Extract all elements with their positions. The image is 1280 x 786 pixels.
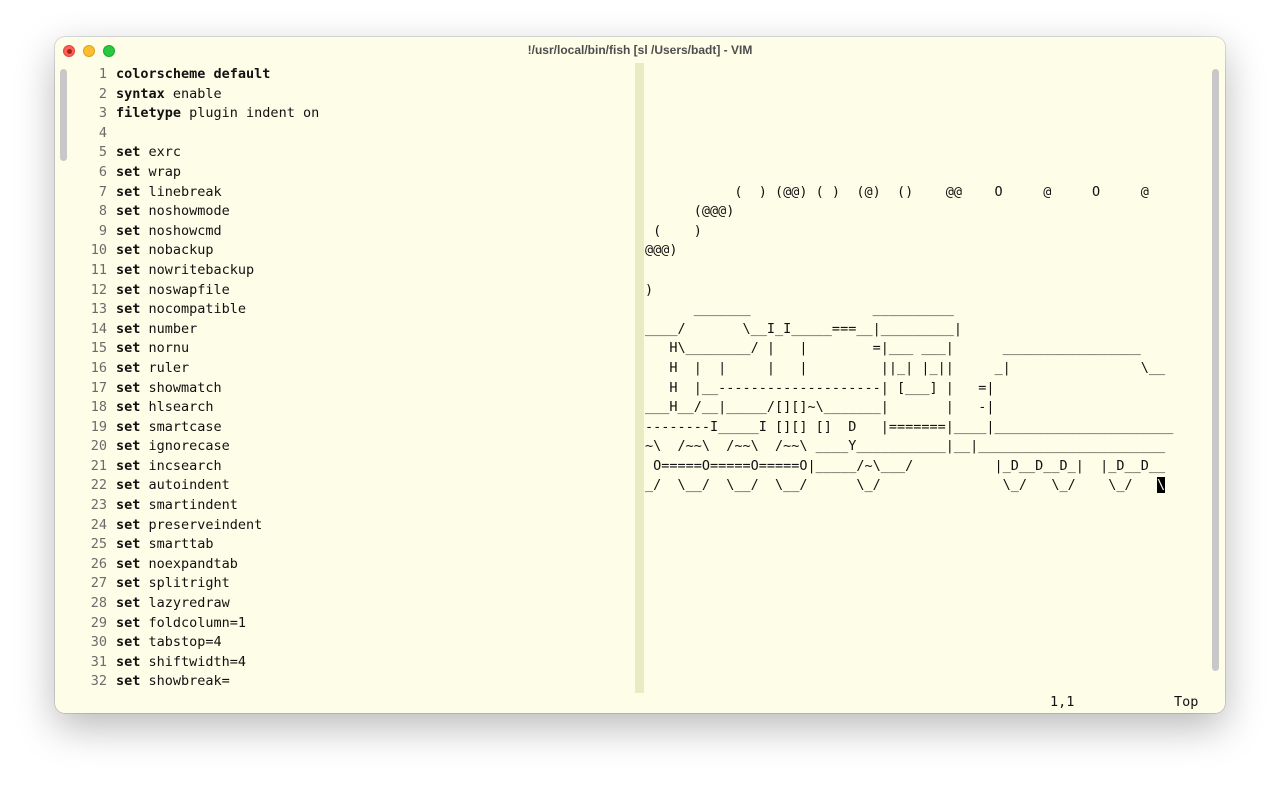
line-text: shiftwidth=4 xyxy=(140,653,247,670)
keyword: set xyxy=(116,359,141,376)
terminal-line xyxy=(645,379,1209,399)
editor-line xyxy=(83,398,635,418)
line-number: 6 xyxy=(98,163,107,180)
terminal-line xyxy=(645,241,1209,261)
line-text: nobackup xyxy=(140,242,214,259)
terminal-line xyxy=(645,202,1209,222)
editor-line xyxy=(83,202,635,222)
keyword: set xyxy=(116,477,141,494)
line-number: 17 xyxy=(90,379,107,396)
line-number: 23 xyxy=(90,497,107,514)
editor-line xyxy=(83,163,635,183)
keyword: set xyxy=(116,163,141,180)
line-text: noswapfile xyxy=(140,281,230,298)
keyword: set xyxy=(116,203,141,220)
line-text: smarttab xyxy=(140,536,214,553)
line-text: smartcase xyxy=(140,418,222,435)
line-number: 28 xyxy=(90,595,107,612)
left-editor-pane[interactable] xyxy=(83,65,635,695)
terminal-line xyxy=(645,65,1209,85)
editor-line xyxy=(83,653,635,673)
keyword: set xyxy=(116,516,141,533)
keyword: set xyxy=(116,555,141,572)
line-text: nowritebackup xyxy=(140,261,255,278)
line-text: noshowmode xyxy=(140,203,230,220)
keyword: colorscheme default xyxy=(116,66,271,82)
editor-line xyxy=(83,672,635,692)
ruler-scroll-indicator: Top xyxy=(1174,694,1199,710)
keyword: set xyxy=(116,144,141,161)
keyword: set xyxy=(116,399,141,416)
line-number: 31 xyxy=(90,653,107,670)
line-number: 25 xyxy=(90,536,107,553)
terminal-text: O=====O=====O=====O|_____/~\___/ |_D__D__D_| |_D__D__ xyxy=(645,457,1166,474)
terminal-line xyxy=(645,457,1209,477)
vim-window xyxy=(55,37,1225,713)
line-number: 11 xyxy=(90,261,107,278)
terminal-text: ) xyxy=(645,281,654,298)
editor-line xyxy=(83,594,635,614)
editor-line xyxy=(83,516,635,536)
terminal-line xyxy=(645,476,1209,496)
right-terminal-pane[interactable] xyxy=(645,65,1209,695)
editor-line xyxy=(83,555,635,575)
line-number: 27 xyxy=(90,575,107,592)
editor-line xyxy=(83,320,635,340)
editor-line xyxy=(83,476,635,496)
line-text: linebreak xyxy=(140,183,222,200)
terminal-line xyxy=(645,183,1209,203)
right-scrollbar[interactable] xyxy=(1212,69,1219,671)
editor-line xyxy=(83,300,635,320)
editor-line xyxy=(83,496,635,516)
keyword: set xyxy=(116,379,141,396)
line-number: 30 xyxy=(90,634,107,651)
vertical-split-separator[interactable] xyxy=(635,63,644,693)
line-number: 18 xyxy=(90,399,107,416)
line-number: 32 xyxy=(90,673,107,690)
keyword: set xyxy=(116,536,141,553)
window-title: !/usr/local/bin/fish [sl /Users/badt] - VIM xyxy=(527,43,753,57)
keyword: set xyxy=(116,634,141,651)
line-number: 19 xyxy=(90,418,107,435)
line-text: hlsearch xyxy=(140,399,214,416)
left-scrollbar[interactable] xyxy=(60,69,67,161)
editor-line xyxy=(83,104,635,124)
terminal-line xyxy=(645,85,1209,105)
keyword: filetype xyxy=(116,105,182,122)
keyword: set xyxy=(116,340,141,357)
line-number: 13 xyxy=(90,301,107,318)
terminal-text: ( ) xyxy=(645,222,702,239)
terminal-text: H\________/ | | =|___ ___| _________________ xyxy=(645,340,1141,357)
keyword: set xyxy=(116,595,141,612)
terminal-text: (@@@) xyxy=(645,203,735,220)
line-number: 24 xyxy=(90,516,107,533)
editor-line xyxy=(83,85,635,105)
line-text: plugin indent on xyxy=(181,105,320,122)
line-text: autoindent xyxy=(140,477,230,494)
keyword: syntax xyxy=(116,85,165,102)
keyword: set xyxy=(116,418,141,435)
keyword: set xyxy=(116,438,141,455)
terminal-text: ( ) (@@) ( ) (@) () @@ O @ O @ xyxy=(645,183,1149,200)
editor-line xyxy=(83,574,635,594)
title-bar xyxy=(55,37,1225,63)
line-number: 8 xyxy=(98,203,107,220)
ruler-position: 1,1 xyxy=(1050,694,1075,710)
editor-line xyxy=(83,535,635,555)
editor-line xyxy=(83,65,635,85)
terminal-line xyxy=(645,143,1209,163)
line-number: 15 xyxy=(90,340,107,357)
line-number: 9 xyxy=(98,222,107,239)
editor-line xyxy=(83,379,635,399)
terminal-text: ~\ /~~\ /~~\ /~~\ ____Y___________|__|_______________________ xyxy=(645,438,1166,455)
keyword: set xyxy=(116,497,141,514)
keyword: set xyxy=(116,242,141,259)
terminal-line xyxy=(645,281,1209,301)
keyword: set xyxy=(116,653,141,670)
line-text: showbreak= xyxy=(140,673,230,690)
line-number: 16 xyxy=(90,359,107,376)
terminal-line xyxy=(645,261,1209,281)
keyword: set xyxy=(116,575,141,592)
terminal-text: _______ __________ xyxy=(645,301,954,318)
keyword: set xyxy=(116,222,141,239)
keyword: set xyxy=(116,320,141,337)
line-text: exrc xyxy=(140,144,182,161)
editor-line xyxy=(83,437,635,457)
text-cursor: \ xyxy=(1157,477,1166,494)
line-text: ruler xyxy=(140,359,190,376)
editor-line xyxy=(83,183,635,203)
line-text: smartindent xyxy=(140,497,238,514)
terminal-text: ____/ \__I_I_____===__|_________| xyxy=(645,320,962,337)
editor-line xyxy=(83,281,635,301)
line-number: 2 xyxy=(98,85,107,102)
line-text: tabstop=4 xyxy=(140,634,222,651)
line-number: 1 xyxy=(98,66,107,82)
line-number: 21 xyxy=(90,457,107,474)
keyword: set xyxy=(116,183,141,200)
line-text: nocompatible xyxy=(140,301,247,318)
keyword: set xyxy=(116,673,141,690)
line-text: enable xyxy=(164,85,222,102)
terminal-line xyxy=(645,163,1209,183)
line-text: preserveindent xyxy=(140,516,263,533)
line-text: wrap xyxy=(140,163,182,180)
terminal-text: @@@) xyxy=(645,242,678,259)
terminal-line xyxy=(645,320,1209,340)
editor-line xyxy=(83,614,635,634)
terminal-text: H |__--------------------| [___] | =| xyxy=(645,379,995,396)
line-number: 20 xyxy=(90,438,107,455)
line-number: 14 xyxy=(90,320,107,337)
line-number: 29 xyxy=(90,614,107,631)
editor-line xyxy=(83,339,635,359)
editor-line xyxy=(83,241,635,261)
editor-line xyxy=(83,261,635,281)
line-number: 26 xyxy=(90,555,107,572)
terminal-line xyxy=(645,398,1209,418)
editor-line xyxy=(83,359,635,379)
terminal-line xyxy=(645,222,1209,242)
terminal-text: _/ \__/ \__/ \__/ \_/ \_/ \_/ \_/ xyxy=(645,477,1158,494)
terminal-line xyxy=(645,418,1209,438)
line-number: 4 xyxy=(98,124,107,141)
keyword: set xyxy=(116,301,141,318)
terminal-text: H | | | | ||_| |_|| _| \__ xyxy=(645,359,1166,376)
terminal-line xyxy=(645,359,1209,379)
line-number: 22 xyxy=(90,477,107,494)
editor-line xyxy=(83,143,635,163)
line-number: 10 xyxy=(90,242,107,259)
line-text: noshowcmd xyxy=(140,222,222,239)
editor-line xyxy=(83,222,635,242)
line-text: ignorecase xyxy=(140,438,230,455)
line-text: splitright xyxy=(140,575,230,592)
line-number: 12 xyxy=(90,281,107,298)
keyword: set xyxy=(116,457,141,474)
terminal-line xyxy=(645,104,1209,124)
editor-line xyxy=(83,457,635,477)
editor-line xyxy=(83,418,635,438)
keyword: set xyxy=(116,281,141,298)
line-text: lazyredraw xyxy=(140,595,230,612)
terminal-text: --------I_____I [][] [] D |=======|____|______________________ xyxy=(645,418,1174,435)
line-text: incsearch xyxy=(140,457,222,474)
terminal-line xyxy=(645,124,1209,144)
line-number: 5 xyxy=(98,144,107,161)
editor-line xyxy=(83,124,635,144)
line-number: 7 xyxy=(98,183,107,200)
terminal-line xyxy=(645,437,1209,457)
line-text: nornu xyxy=(140,340,190,357)
line-number: 3 xyxy=(98,105,107,122)
line-text: number xyxy=(140,320,198,337)
line-text: foldcolumn=1 xyxy=(140,614,247,631)
keyword: set xyxy=(116,614,141,631)
editor-line xyxy=(83,633,635,653)
line-text: noexpandtab xyxy=(140,555,238,572)
terminal-line xyxy=(645,300,1209,320)
line-text: showmatch xyxy=(140,379,222,396)
terminal-line xyxy=(645,339,1209,359)
keyword: set xyxy=(116,261,141,278)
terminal-text: ___H__/__|_____/[][]~\_______| | -| xyxy=(645,399,995,416)
